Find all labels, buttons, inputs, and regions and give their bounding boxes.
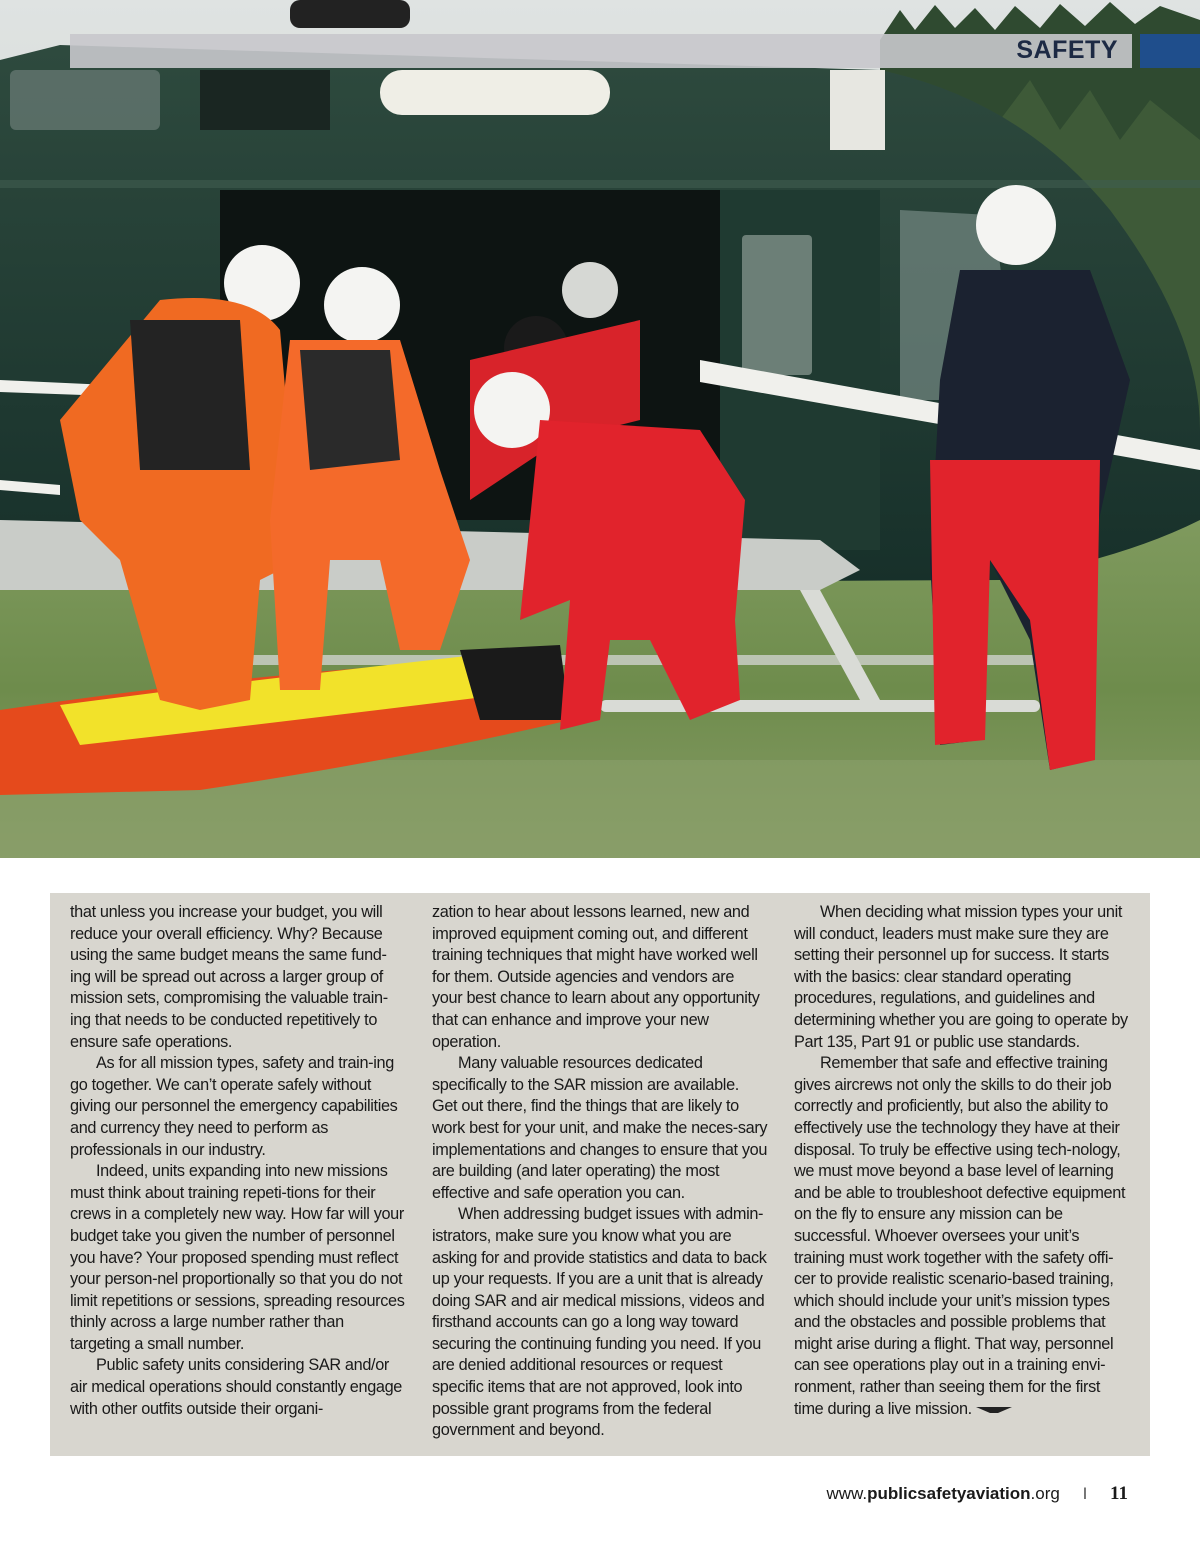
page-number: 11: [1110, 1483, 1128, 1504]
footer-url-prefix: www.: [826, 1484, 868, 1503]
end-of-article-icon: [976, 1404, 1012, 1414]
footer-url-suffix: .org: [1030, 1484, 1060, 1503]
paragraph: Public safety units considering SAR and/or air medical operations should constantly engage with other outfits outside their organi-: [70, 1356, 403, 1418]
section-accent-block: [1140, 34, 1200, 68]
footer-url-domain: publicsafetyaviation: [867, 1484, 1031, 1503]
paragraph-text: Remember that safe and effective training gives aircrews not only the skills to do their job correctly and proficiently, but also the ability to effectively use the technology they have at their disposal. To truly be effective using tech-nology, we must move beyond a base level of learning and be able to troubleshoot defective equipment on the fly to ensure any mission can be successful. Whoever oversees your unit’s training must work together with the safety offi-cer to provide realistic scenario-based training, which should include your unit’s mission types and the obstacles and possible problems that might arise during a flight. That way, personnel can see operations play out in a training envi-ronment, rather than seeing them for the first time during a live mission.: [794, 1054, 1126, 1418]
section-label: SAFETY: [1016, 36, 1118, 64]
paragraph: As for all mission types, safety and train-ing go together. We can’t operate safely without giving our personnel the emergency capabilities and currency they need to perform as professionals in our industry.: [70, 1054, 398, 1159]
paragraph: Indeed, units expanding into new missions must think about training repeti-tions for their crews in a completely new way. How far will your budget take you given the number of personnel you have? Your proposed spending must reflect your person-nel proportionally so that you do not limit repetitions or sessions, spreading resources thinly across a large number rather than targeting a small number.: [70, 1162, 405, 1353]
article-column-1: [70, 902, 406, 1420]
article-column-3: [794, 902, 1130, 1420]
paragraph: When deciding what mission types your unit will conduct, leaders must make sure they are setting their personnel up for success. It starts with the basics: clear standard operating procedures, regulations, and guidelines and determining whether you are going to operate by Part 135, Part 91 or public use standards.: [794, 903, 1128, 1051]
article-text-panel: [50, 893, 1150, 1456]
section-header-bar: [70, 34, 1132, 68]
paragraph: that unless you increase your budget, you will reduce your overall efficiency. Why? Because using the same budget means the same fund-ing will be spread out across a larger group of mission sets, compromising the valuable train-ing that needs to be conducted repetitively to ensure safe operations.: [70, 903, 388, 1051]
article-column-2: [432, 902, 768, 1442]
paragraph: Many valuable resources dedicated specifically to the SAR mission are available. Get out there, find the things that are likely to work best for your unit, and make the neces-sary implementations and changes to ensure that you are building (and later operating) the most effective and safe operation you can.: [432, 1054, 768, 1202]
paragraph: When addressing budget issues with admin-istrators, make sure you know what you are asking for and provide statistics and data to back up your requests. If you are a unit that is already doing SAR and air medical missions, videos and firsthand accounts can go a long way toward securing the continuing funding you need. If you are denied additional resources or request specific items that are not approved, look into possible grant programs from the federal government and beyond.: [432, 1205, 767, 1440]
page-footer: [826, 1483, 1128, 1505]
paragraph: zation to hear about lessons learned, new and improved equipment coming out, and different training techniques that might have worked well for them. Outside agencies and vendors are your best chance to learn about any opportunity that can enhance and improve your new operation.: [432, 903, 760, 1051]
paragraph-final: [794, 1053, 1130, 1420]
footer-separator: I: [1082, 1484, 1088, 1503]
